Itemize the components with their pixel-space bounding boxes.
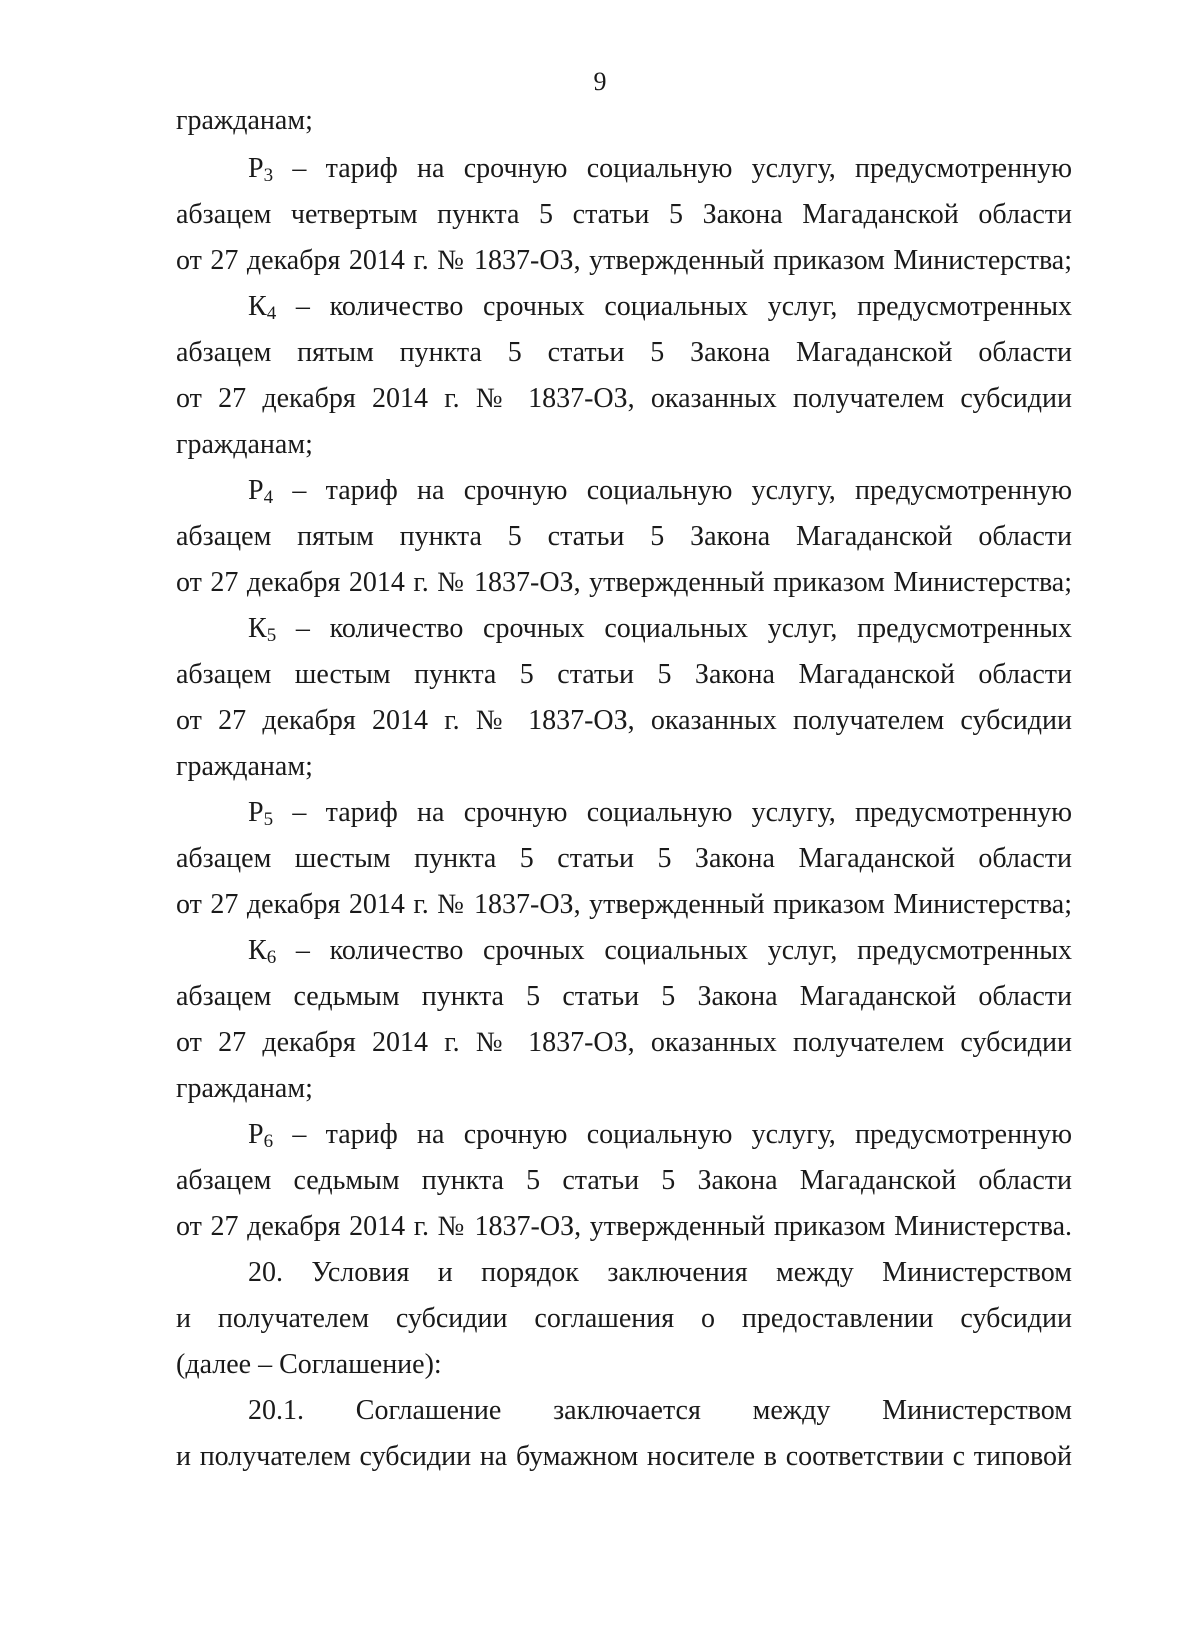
text-line: абзацем седьмым пункта 5 статьи 5 Закона Магаданской области xyxy=(176,1165,1072,1196)
term-k4 xyxy=(248,291,276,322)
text-line: тариф на срочную социальную услугу, предусмотренную xyxy=(325,475,1073,506)
term-p4 xyxy=(248,475,273,506)
term-letter: Р xyxy=(248,475,264,506)
text-line: абзацем седьмым пункта 5 статьи 5 Закона Магаданской области xyxy=(176,981,1072,1012)
text-line: тариф на срочную социальную услугу, предусмотренную xyxy=(325,1119,1073,1150)
text-line: и получателем субсидии соглашения о предоставлении субсидии xyxy=(176,1303,1072,1334)
term-subscript: 3 xyxy=(263,165,274,186)
definition-p4-line xyxy=(248,474,1072,508)
page-number: 9 xyxy=(593,67,607,96)
text-line: от 27 декабря 2014 г. № 1837-ОЗ, оказанных получателем субсидии xyxy=(176,705,1072,736)
term-subscript: 5 xyxy=(266,625,277,646)
dash: – xyxy=(292,797,307,828)
term-subscript: 6 xyxy=(266,947,277,968)
dash: – xyxy=(295,291,310,322)
text-line: и получателем субсидии на бумажном носителе в соответствии с типовой xyxy=(176,1441,1072,1472)
definition-p5-line xyxy=(248,796,1072,830)
text-line: гражданам; xyxy=(176,105,313,136)
dash: – xyxy=(295,935,310,966)
term-subscript: 4 xyxy=(266,303,277,324)
text-line: от 27 декабря 2014 г. № 1837-ОЗ, утвержденный приказом Министерства. xyxy=(176,1211,1072,1242)
term-subscript: 6 xyxy=(263,1131,274,1152)
term-subscript: 4 xyxy=(263,487,274,508)
term-k6 xyxy=(248,935,276,966)
dash: – xyxy=(292,153,307,184)
definition-k5-line xyxy=(248,612,1072,646)
dash: – xyxy=(295,613,310,644)
text-line: количество срочных социальных услуг, предусмотренных xyxy=(329,291,1073,322)
text-line: абзацем шестым пункта 5 статьи 5 Закона Магаданской области xyxy=(176,659,1072,690)
dash: – xyxy=(292,475,307,506)
text-line: тариф на срочную социальную услугу, предусмотренную xyxy=(325,153,1073,184)
text-line: (далее – Соглашение): xyxy=(176,1349,442,1380)
text-line: гражданам; xyxy=(176,429,313,460)
definition-p3-line xyxy=(248,152,1072,186)
paragraph-20-line: 20. Условия и порядок заключения между Министерством xyxy=(248,1257,1072,1288)
text-line: от 27 декабря 2014 г. № 1837-ОЗ, утвержденный приказом Министерства; xyxy=(176,567,1072,598)
text-line: гражданам; xyxy=(176,751,313,782)
text-line: от 27 декабря 2014 г. № 1837-ОЗ, утвержденный приказом Министерства; xyxy=(176,245,1072,276)
term-p5 xyxy=(248,797,273,828)
term-letter: К xyxy=(248,935,267,966)
text-line: количество срочных социальных услуг, предусмотренных xyxy=(329,935,1073,966)
term-p6 xyxy=(248,1119,273,1150)
definition-k4-line xyxy=(248,290,1072,324)
term-letter: Р xyxy=(248,797,264,828)
term-letter: К xyxy=(248,613,267,644)
text-line: тариф на срочную социальную услугу, предусмотренную xyxy=(325,797,1073,828)
term-k5 xyxy=(248,613,276,644)
text-line: гражданам; xyxy=(176,1073,313,1104)
text-line: абзацем шестым пункта 5 статьи 5 Закона Магаданской области xyxy=(176,843,1072,874)
term-letter: К xyxy=(248,291,267,322)
term-letter: Р xyxy=(248,153,264,184)
text-line: от 27 декабря 2014 г. № 1837-ОЗ, утвержденный приказом Министерства; xyxy=(176,889,1072,920)
definition-k6-line xyxy=(248,934,1072,968)
text-line: количество срочных социальных услуг, предусмотренных xyxy=(329,613,1073,644)
term-letter: Р xyxy=(248,1119,264,1150)
dash: – xyxy=(292,1119,307,1150)
definition-p6-line xyxy=(248,1118,1072,1152)
text-line: от 27 декабря 2014 г. № 1837-ОЗ, оказанных получателем субсидии xyxy=(176,383,1072,414)
text-line: абзацем четвертым пункта 5 статьи 5 Закона Магаданской области xyxy=(176,199,1072,230)
term-p3 xyxy=(248,153,273,184)
term-subscript: 5 xyxy=(263,809,274,830)
text-line: абзацем пятым пункта 5 статьи 5 Закона Магаданской области xyxy=(176,521,1072,552)
text-line: абзацем пятым пункта 5 статьи 5 Закона Магаданской области xyxy=(176,337,1072,368)
text-line: от 27 декабря 2014 г. № 1837-ОЗ, оказанных получателем субсидии xyxy=(176,1027,1072,1058)
paragraph-20-1-line: 20.1. Соглашение заключается между Министерством xyxy=(248,1395,1072,1426)
